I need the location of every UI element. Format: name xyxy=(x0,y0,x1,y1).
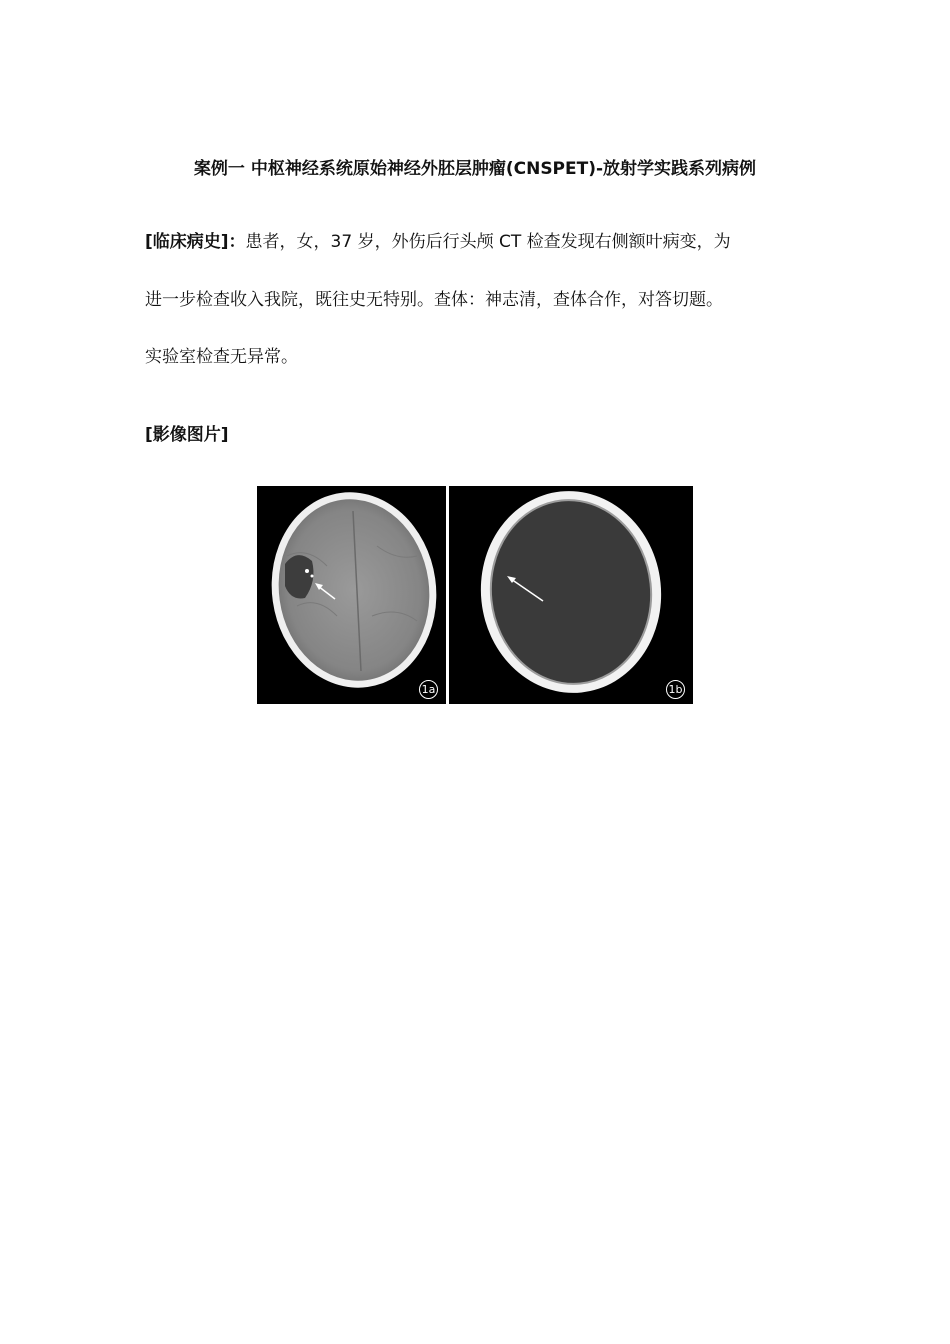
ct-panel-a xyxy=(257,486,446,704)
panel-a-label: 1a xyxy=(419,680,438,699)
history-line-2: 进一步检查收入我院，既往史无特别。查体：神志清，查体合作，对答切题。 xyxy=(145,290,723,310)
history-line-1 xyxy=(145,213,810,271)
ct-bone-window-image xyxy=(449,486,693,704)
ct-panel-b xyxy=(449,486,693,704)
panel-b-label: 1b xyxy=(666,680,685,699)
images-heading: [影像图片] xyxy=(145,425,229,445)
document-title: 案例一 中枢神经系统原始神经外胚层肿瘤(CNSPET)-放射学实践系列病例 xyxy=(193,159,757,179)
ct-brain-window-image xyxy=(257,486,446,704)
history-label: [临床病史]： xyxy=(145,232,246,252)
ct-figure xyxy=(257,486,693,704)
history-text-1: 患者，女，37 岁，外伤后行头颅 CT 检查发现右侧额叶病变，为 xyxy=(245,232,731,252)
history-line-3: 实验室检查无异常。 xyxy=(145,347,298,367)
